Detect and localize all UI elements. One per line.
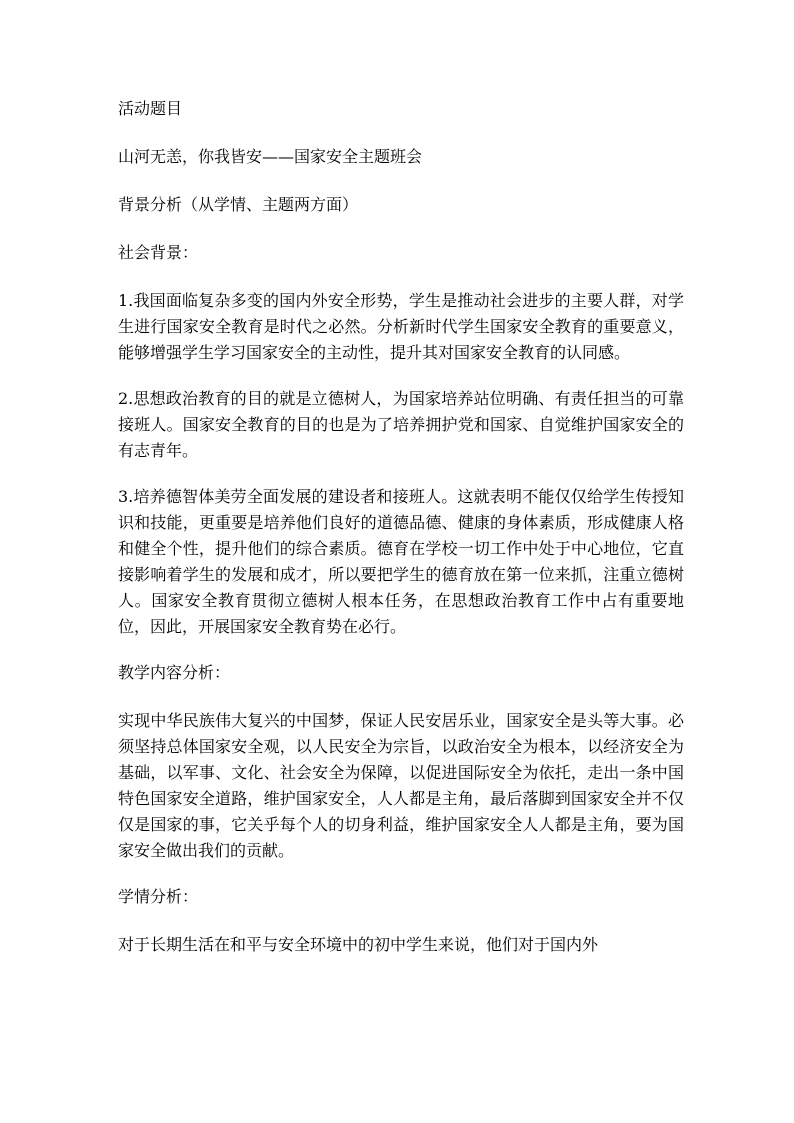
teaching-content-paragraph: 实现中华民族伟大复兴的中国梦，保证人民安居乐业，国家安全是头等大事。必须坚持总体国家安全观，以人民安全为宗旨，以政治安全为根本，以经济安全为基础，以军事、文化、社会安全为保障，以促进国际安全为依托，走出一条中国特色国家安全道路，维护国家安全，人人都是主角，最后落脚到国家安全并不仅仅是国家的事，它关乎每个人的切身利益，维护国家安全人人都是主角，要为国家安全做出我们的贡献。	[118, 711, 684, 860]
teaching-content-heading: 教学内容分析：	[118, 663, 231, 682]
activity-title: 山河无恙，你我皆安——国家安全主题班会	[118, 147, 423, 166]
social-background-heading: 社会背景：	[118, 243, 199, 262]
paragraph-point-2: 2.思想政治教育的目的就是立德树人，为国家培养站位明确、有责任担当的可靠接班人。国家安全教育的目的也是为了培养拥护党和国家、自觉维护国家安全的有志青年。	[118, 389, 684, 460]
student-analysis-heading: 学情分析：	[118, 887, 199, 906]
activity-title-label: 活动题目	[118, 99, 183, 118]
background-analysis-heading: 背景分析（从学情、主题两方面）	[118, 195, 359, 214]
paragraph-point-3: 3.培养德智体美劳全面发展的建设者和接班人。这就表明不能仅仅给学生传授知识和技能，更重要是培养他们良好的道德品德、健康的身体素质，形成健康人格和健全个性，提升他们的综合素质。德育在学校一切工作中处于中心地位，它直接影响着学生的发展和成才，所以要把学生的德育放在第一位来抓，注重立德树人。国家安全教育贯彻立德树人根本任务，在思想政治教育工作中占有重要地位，因此，开展国家安全教育势在必行。	[118, 487, 684, 636]
paragraph-point-1: 1.我国面临复杂多变的国内外安全形势，学生是推动社会进步的主要人群，对学生进行国家安全教育是时代之必然。分析新时代学生国家安全教育的重要意义，能够增强学生学习国家安全的主动性，提升其对国家安全教育的认同感。	[118, 291, 684, 362]
document-body	[118, 96, 684, 978]
student-analysis-paragraph: 对于长期生活在和平与安全环境中的初中学生来说，他们对于国内外	[118, 935, 599, 954]
